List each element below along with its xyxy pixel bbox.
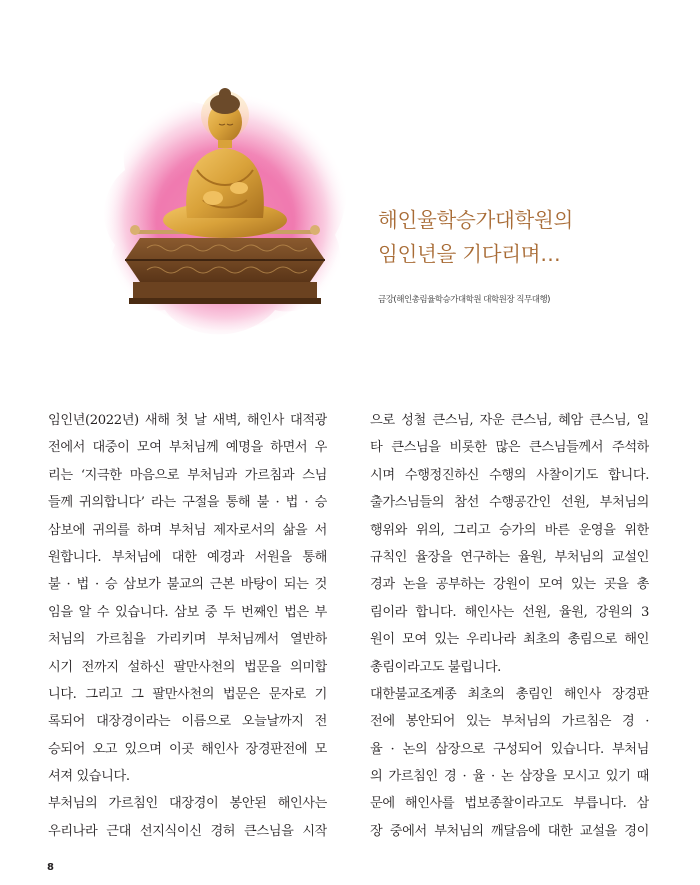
text-line: 원합니다. 부처님에 대한 예경과 서원을 통해 (48, 549, 327, 565)
text-line: 장 중에서 부처님의 깨달음에 대한 교설을 경이 (370, 823, 649, 839)
text-line: 니다. 그리고 그 팔만사천의 법문은 문자로 기 (48, 686, 327, 702)
article-title-line-1: 해인율학승가대학원의 (378, 208, 574, 232)
text-line: 셔져 있습니다. (48, 769, 130, 785)
text-line: 규칙인 율장을 연구하는 율원, 부처님의 교설인 (370, 549, 649, 565)
text-line: 임을 알 수 있습니다. 삼보 중 두 번째인 법은 부 (48, 604, 327, 620)
text-line: 불 · 법 · 승 삼보가 불교의 근본 바탕이 되는 것 (48, 577, 327, 593)
text-line: 총림이라고도 불립니다. (370, 659, 501, 675)
body-column-left (48, 407, 327, 845)
text-line: 시며 수행정진하신 수행의 사찰이기도 합니다. (370, 467, 649, 483)
text-line: 경과 논을 공부하는 강원이 모여 있는 곳을 총 (370, 577, 649, 593)
text-line: 록되어 대장경이라는 이름으로 오늘날까지 전 (48, 714, 327, 730)
text-line: 의 가르침인 경 · 율 · 논 삼장을 모시고 있기 때 (370, 769, 649, 785)
text-line: 부처님의 가르침인 대장경이 봉안된 해인사는 (48, 796, 327, 812)
text-line: 대한불교조계종 최초의 총림인 해인사 장경판 (370, 686, 649, 702)
text-line: 승되어 오고 있으며 이곳 해인사 장경판전에 모 (48, 741, 327, 757)
article-title-line-2: 임인년을 기다리며… (378, 242, 561, 266)
text-line: 으로 성철 큰스님, 자운 큰스님, 혜암 큰스님, 일 (370, 413, 649, 428)
text-line: 출가스님들의 참선 수행공간인 선원, 부처님의 (370, 495, 649, 511)
text-line: 시기 전까지 설하신 팔만사천의 법문을 의미합 (48, 659, 327, 675)
text-line: 타 큰스님을 비롯한 많은 큰스님들께서 주석하 (370, 440, 649, 456)
buddha-statue-icon (85, 60, 365, 360)
buddha-illustration (85, 60, 365, 360)
text-line: 행위와 위의, 그리고 승가의 바른 운영을 위한 (370, 522, 649, 538)
text-line: 리는 ‘지극한 마음으로 부처님과 가르침과 스님 (48, 467, 327, 483)
article-author: 금강(해인총림율학승가대학원 대학원장 직무대행) (378, 295, 550, 305)
article-header (378, 203, 678, 305)
text-line: 처님의 가르침을 가리키며 부처님께서 열반하 (48, 632, 327, 648)
text-line: 삼보에 귀의를 하며 부처님 제자로서의 삶을 서 (48, 522, 327, 538)
text-line: 원이 모여 있는 우리나라 최초의 총림으로 해인 (370, 632, 649, 648)
text-line: 전에 봉안되어 있는 부처님의 가르침은 경 · (370, 714, 649, 730)
text-line: 우리나라 근대 선지식이신 경허 큰스님을 시작 (48, 823, 327, 839)
text-line: 문에 해인사를 법보종찰이라고도 부릅니다. 삼 (370, 796, 649, 812)
text-line: 전에서 대중이 모여 부처님께 예명을 하면서 우 (48, 440, 327, 456)
text-line: 임인년(2022년) 새해 첫 날 새벽, 해인사 대적광 (48, 413, 327, 428)
page-number: 8 (47, 862, 54, 873)
text-line: 율 · 논의 삼장으로 구성되어 있습니다. 부처님 (370, 741, 649, 757)
text-line: 들께 귀의합니다’ 라는 구절을 통해 불 · 법 · 승 (48, 495, 327, 511)
body-column-right (370, 407, 649, 845)
text-line: 림이라 합니다. 해인사는 선원, 율원, 강원의 3 (370, 604, 649, 620)
